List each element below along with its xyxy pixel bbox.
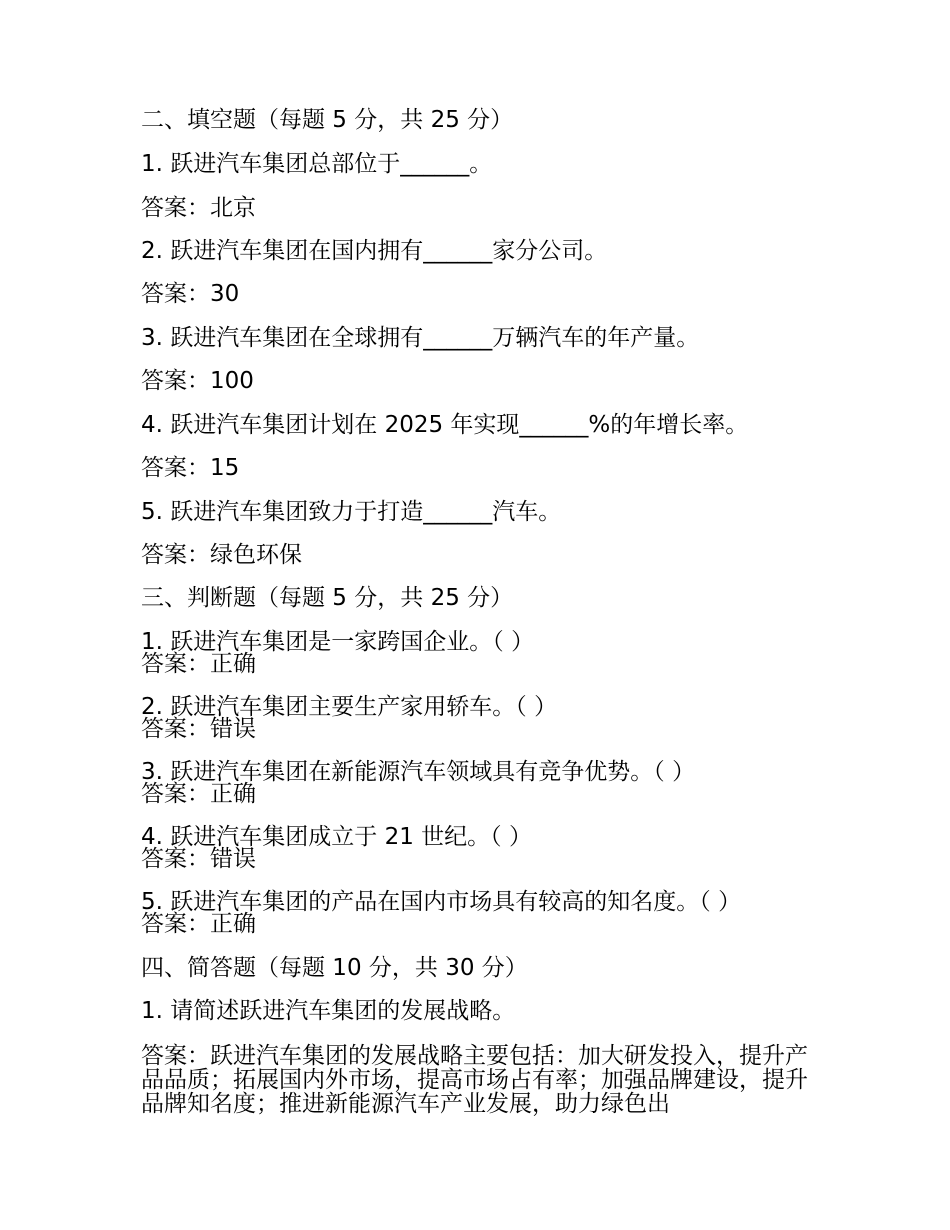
judge-question-3: 3. 跃进汽车集团在新能源汽车领域具有竞争优势。（ ） bbox=[141, 759, 696, 785]
section-heading-judge: 三、判断题（每题 5 分，共 25 分） bbox=[141, 585, 514, 611]
fill-answer-4: 答案：15 bbox=[141, 455, 240, 481]
judge-question-4: 4. 跃进汽车集团成立于 21 世纪。（ ） bbox=[141, 824, 532, 850]
short-answer-1: 答案：跃进汽车集团的发展战略主要包括：加大研发投入，提升产品品质；拓展国内外市场，提高市场占有率；加强品牌建设，提升品牌知名度；推进新能源汽车产业发展，助力绿色出 bbox=[141, 1043, 808, 1117]
judge-question-2: 2. 跃进汽车集团主要生产家用轿车。（ ） bbox=[141, 694, 558, 720]
short-question-1: 1. 请简述跃进汽车集团的发展战略。 bbox=[141, 998, 516, 1024]
fill-answer-2: 答案：30 bbox=[141, 281, 240, 307]
fill-question-3: 3. 跃进汽车集团在全球拥有______万辆汽车的年产量。 bbox=[141, 325, 700, 351]
fill-question-1: 1. 跃进汽车集团总部位于______。 bbox=[141, 151, 493, 177]
section-heading-fill: 二、填空题（每题 5 分，共 25 分） bbox=[141, 107, 514, 133]
judge-answer-1: 答案：正确 bbox=[141, 651, 256, 677]
fill-question-5: 5. 跃进汽车集团致力于打造______汽车。 bbox=[141, 499, 562, 525]
fill-answer-5: 答案：绿色环保 bbox=[141, 542, 302, 568]
section-heading-short: 四、简答题（每题 10 分，共 30 分） bbox=[141, 955, 528, 981]
judge-question-1: 1. 跃进汽车集团是一家跨国企业。（ ） bbox=[141, 629, 535, 655]
fill-answer-3: 答案：100 bbox=[141, 368, 254, 394]
fill-question-4: 4. 跃进汽车集团计划在 2025 年实现______%的年增长率。 bbox=[141, 412, 749, 438]
fill-question-2: 2. 跃进汽车集团在国内拥有______家分公司。 bbox=[141, 238, 608, 264]
judge-answer-4: 答案：错误 bbox=[141, 846, 256, 872]
judge-answer-2: 答案：错误 bbox=[141, 716, 256, 742]
judge-answer-3: 答案：正确 bbox=[141, 781, 256, 807]
judge-answer-5: 答案：正确 bbox=[141, 911, 256, 937]
judge-question-5: 5. 跃进汽车集团的产品在国内市场具有较高的知名度。（ ） bbox=[141, 889, 742, 915]
fill-answer-1: 答案：北京 bbox=[141, 195, 256, 221]
